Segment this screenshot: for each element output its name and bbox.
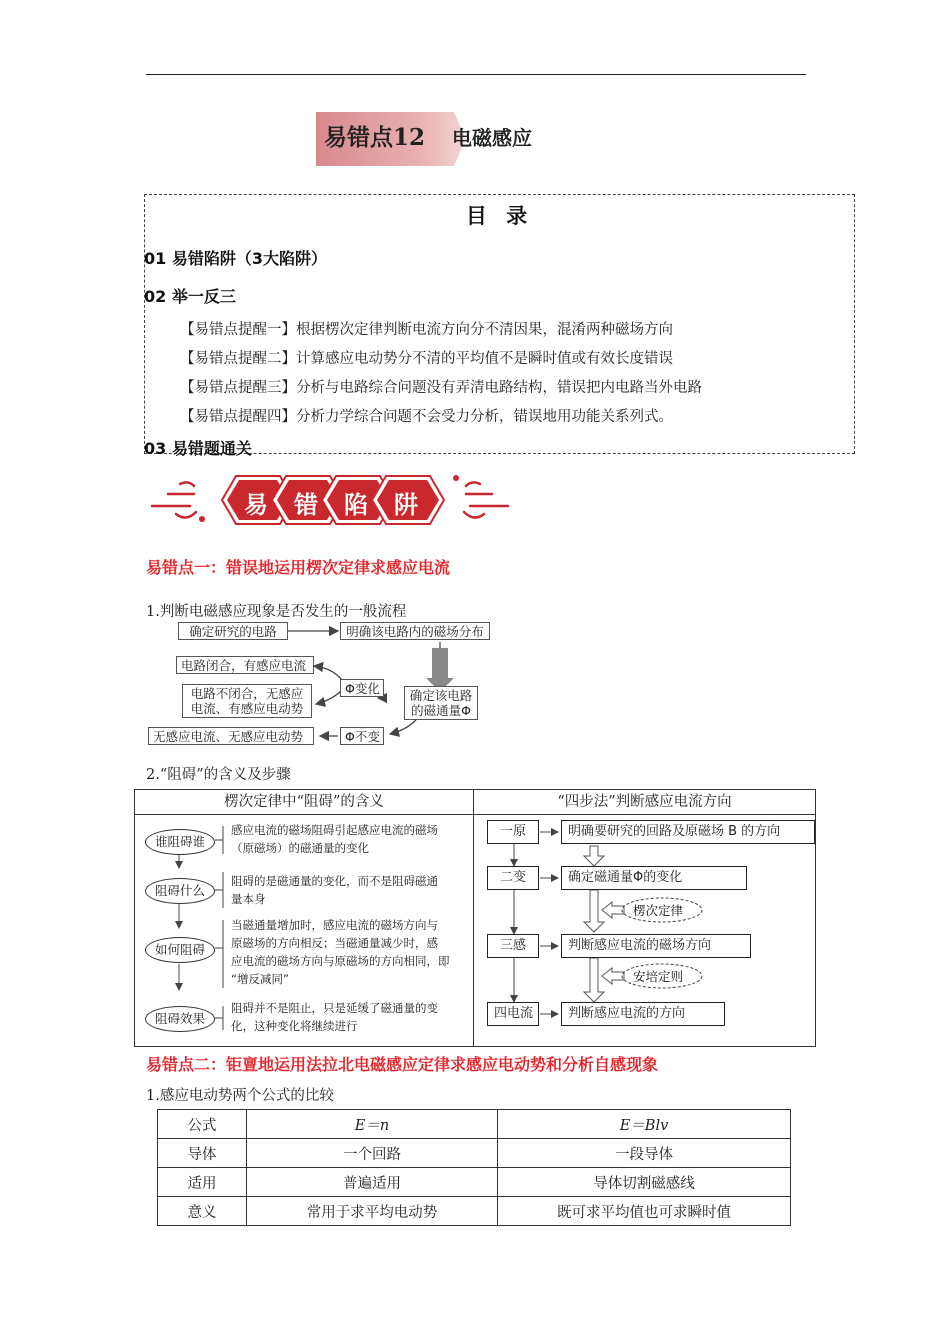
- flow-box: 确定研究的电路: [178, 622, 288, 640]
- paragraph: 2.“阻碍”的含义及步骤: [146, 767, 291, 783]
- lenz-table: [134, 789, 816, 1047]
- result-box: 判断感应电流的方向: [561, 1002, 725, 1026]
- banner-char: 阱: [394, 491, 418, 519]
- flow-box: 明确该电路内的磁场分布: [340, 622, 490, 640]
- formula-compare-table: [157, 1109, 791, 1226]
- oval: 阻碍效果: [145, 1006, 215, 1032]
- step-box: 三感: [487, 934, 539, 958]
- header-rule: [146, 74, 806, 75]
- paragraph: [146, 1084, 334, 1105]
- law-label: 安培定则: [633, 969, 684, 984]
- flow-line: 的磁通量Φ: [411, 703, 471, 718]
- law-label: 楞次定律: [633, 903, 684, 918]
- desc: 当磁通量增加时，感应电流的磁场方向与 原磁场的方向相反；当磁通量减少时，感 应电流的磁场方向与原磁场的方向相同，即 “增反减同”: [231, 918, 450, 986]
- toc-section-1: 01 易错陷阱（3大陷阱）: [144, 249, 327, 268]
- result-box: 判断感应电流的磁场方向: [561, 934, 751, 958]
- oval: 谁阻碍谁: [145, 829, 215, 855]
- oval: 如何阻碍: [145, 937, 215, 963]
- table-cell: 导体切割磁感线: [498, 1168, 791, 1197]
- flow-box: Φ变化: [340, 679, 384, 697]
- step-box: 一原: [487, 820, 539, 844]
- table-cell: 意义: [158, 1197, 247, 1226]
- oval: 阻碍什么: [145, 878, 215, 904]
- toc-item: 【易错点提醒三】分析与电路综合问题没有弄清电路结构，错误把内电路当外电路: [180, 380, 702, 396]
- step-box: 二变: [487, 866, 539, 890]
- banner-char: 错: [294, 491, 318, 519]
- toc-section-3: 03 易错题通关: [144, 439, 252, 458]
- toc-item: 【易错点提醒二】计算感应电动势分不清的平均值不是瞬时值或有效长度错误: [180, 351, 673, 367]
- table-cell: 一个回路: [247, 1139, 498, 1168]
- toc-section-2: 02 举一反三: [144, 287, 236, 306]
- toc-item: 【易错点提醒四】分析力学综合问题不会受力分析，错误地用功能关系列式。: [180, 409, 673, 425]
- table-cell: 适用: [158, 1168, 247, 1197]
- table-cell: 常用于求平均电动势: [247, 1197, 498, 1226]
- flow-box: 无感应电流、无感应电动势: [148, 727, 314, 745]
- banner-char: 易: [244, 491, 268, 519]
- result-box: 明确要研究的回路及原磁场 B 的方向: [561, 820, 815, 844]
- table-row: [158, 1110, 791, 1139]
- table-header: 楞次定律中“阻碍”的含义: [224, 794, 384, 810]
- table-cell: 普遍适用: [247, 1168, 498, 1197]
- paragraph-number: 1.: [146, 1088, 160, 1104]
- table-cell: 公式: [158, 1110, 247, 1139]
- table-row: [158, 1139, 791, 1168]
- table-row: [158, 1197, 791, 1226]
- table-cell: E＝Blv: [498, 1110, 791, 1139]
- flow-line: 确定该电路: [409, 688, 473, 703]
- paragraph-text: 感应电动势两个公式的比较: [159, 1088, 334, 1104]
- page-subtitle: 电磁感应: [452, 126, 532, 150]
- desc: 阻碍并不是阻止，只是延缓了磁通量的变 化，这种变化将继续进行: [231, 1001, 438, 1033]
- table-row: [158, 1168, 791, 1197]
- table-divider: [135, 814, 815, 815]
- flow-box: Φ不变: [340, 727, 384, 745]
- toc-title: 目 录: [465, 204, 534, 228]
- table-cell: 一段导体: [498, 1139, 791, 1168]
- table-header: “四步法”判断感应电流方向: [557, 794, 732, 810]
- step-box: 四电流: [487, 1002, 539, 1026]
- toc-item: 【易错点提醒一】根据楞次定律判断电流方向分不清因果，混淆两种磁场方向: [180, 322, 673, 338]
- flow-line: 电流、有感应电动势: [190, 701, 304, 716]
- table-cell: 导体: [158, 1139, 247, 1168]
- banner-graphic: [150, 470, 510, 530]
- flow-box: [182, 684, 312, 718]
- flow-box: 电路闭合，有感应电流: [176, 656, 314, 674]
- page-title: 易错点12: [324, 124, 426, 151]
- result-box: 确定磁通量Φ的变化: [561, 866, 747, 890]
- table-cell: 既可求平均值也可求瞬时值: [498, 1197, 791, 1226]
- flow-line: 电路不闭合，无感应: [190, 686, 304, 701]
- flow-box: [404, 686, 478, 720]
- table-cell: E＝n: [247, 1110, 498, 1139]
- traps-banner: [150, 470, 510, 530]
- section-heading: 易错点二：钜亶地运用法拉北电磁感应定律求感应电动势和分析自感现象: [146, 1055, 659, 1074]
- section-heading: 易错点一：错误地运用楞次定律求感应电流: [146, 558, 451, 577]
- banner-char: 陷: [344, 491, 368, 519]
- desc: 阻碍的是磁通量的变化，而不是阻碍磁通 量本身: [231, 874, 438, 906]
- paragraph: 1.判断电磁感应现象是否发生的一般流程: [146, 604, 407, 620]
- desc: 感应电流的磁场阻碍引起感应电流的磁场 （原磁场）的磁通量的变化: [231, 823, 438, 855]
